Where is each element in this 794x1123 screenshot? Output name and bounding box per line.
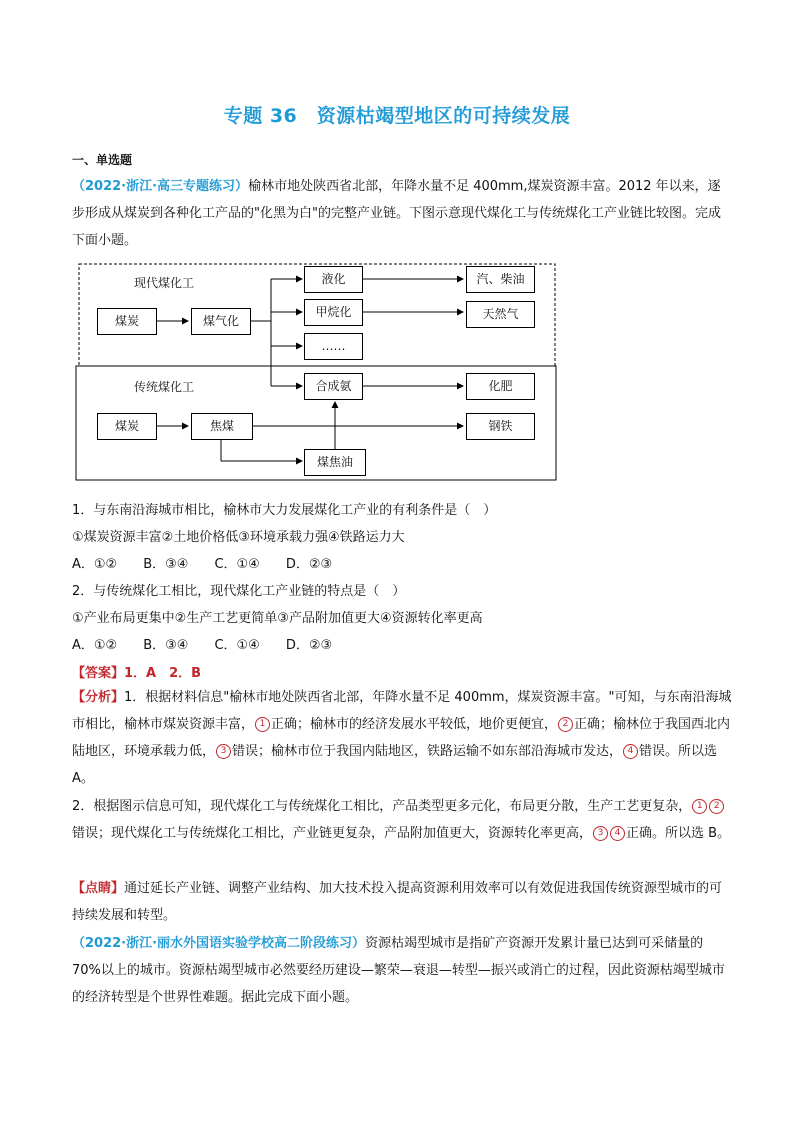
analysis-text: 正确。所以选 B。 [626, 826, 731, 841]
steel-box: 钢铁 [466, 413, 535, 440]
gasoline-box: 汽、柴油 [466, 266, 535, 293]
coke-box: 焦煤 [191, 413, 253, 440]
intro-paragraph-2 [72, 930, 732, 1011]
analysis-paragraph-2 [72, 793, 732, 847]
analysis-text: 1．根据材料信息"榆林市地处陕西省北部，年降水量不足 400mm，煤炭资源丰富。"可知，与东南沿海城市相比，榆林市煤炭资源丰富， [72, 690, 732, 732]
analysis-text: 错误；现代煤化工与传统煤化工相比，产业链更复杂，产品附加值更大，资源转化率更高， [72, 826, 593, 841]
circled-number: 2 [558, 717, 573, 732]
analysis-text: 错误。所以选 A。 [72, 744, 718, 786]
answer-text: 1．A 2．B [124, 666, 202, 681]
comment-text: 通过延长产业链、调整产业结构、加大技术投入提高资源利用效率可以有效促进我国传统资源型城市的可持续发展和转型。 [72, 881, 723, 923]
analysis-text: 正确；榆林市的经济发展水平较低，地价更便宜， [271, 717, 558, 732]
fertilizer-box: 化肥 [466, 373, 535, 400]
option-b: B．③④ [143, 638, 189, 653]
option-d: D．②③ [285, 638, 333, 653]
coal-modern-box: 煤炭 [97, 308, 157, 335]
option-d: D．②③ [285, 557, 333, 572]
source-tag: （2022·浙江·丽水外国语实验学校高二阶段练习） [72, 936, 366, 951]
source-tag: （2022·浙江·高三专题练习） [72, 179, 249, 194]
option-a: A．①② [72, 638, 118, 653]
option-b: B．③④ [143, 557, 189, 572]
traditional-label: 传统煤化工 [134, 380, 195, 394]
coal-chemical-chain-diagram [72, 262, 562, 484]
coal-tar-box: 煤焦油 [304, 449, 366, 476]
analysis-paragraph-1 [72, 684, 732, 792]
page-title: 专题 36 资源枯竭型地区的可持续发展 [223, 105, 571, 127]
intro-text: 榆林市地处陕西省北部，年降水量不足 400mm,煤炭资源丰富。2012 年以来，逐步形成从煤炭到各种化工产品的"化黑为白"的完整产业链。下图示意现代煤化工与传统煤化工产业链比较图。完成下面小题。 [72, 179, 721, 248]
question-2-options [72, 634, 358, 653]
answer-tag: 【答案】 [72, 666, 125, 681]
circled-number: 3 [593, 826, 608, 841]
intro-paragraph-1 [72, 173, 732, 254]
gasification-box: 煤气化 [191, 308, 251, 335]
circled-number: 4 [623, 744, 638, 759]
circled-number: 2 [709, 799, 724, 814]
comment-paragraph [72, 875, 732, 929]
option-a: A．①② [72, 557, 118, 572]
circled-number: 3 [216, 744, 231, 759]
option-c: C．①④ [214, 557, 260, 572]
question-1-stem: 1．与东南沿海城市相比，榆林市大力发展煤化工产业的有利条件是（ ） [72, 503, 497, 518]
coal-traditional-box: 煤炭 [97, 413, 157, 440]
circled-number: 1 [692, 799, 707, 814]
liquefaction-box: 液化 [304, 266, 363, 293]
ellipsis-box: …… [304, 333, 363, 360]
analysis-text: 错误；榆林市位于我国内陆地区，铁路运输不如东部沿海城市发达， [232, 744, 623, 759]
intro-text: 资源枯竭型城市是指矿产资源开发累计量已达到可采储量的 70%以上的城市。资源枯竭型城市必然要经历建设—繁荣—衰退—转型—振兴或消亡的过程，因此资源枯竭型城市的经济转型是个世界性难题。据此完成下面小题。 [72, 936, 725, 1005]
circled-number: 4 [610, 826, 625, 841]
ammonia-box: 合成氨 [304, 373, 363, 400]
question-1-choices: ①煤炭资源丰富②土地价格低③环境承载力强④铁路运力大 [72, 530, 405, 545]
question-1-options [72, 553, 358, 572]
modern-label: 现代煤化工 [134, 276, 195, 290]
methanation-box: 甲烷化 [304, 299, 363, 326]
natural-gas-box: 天然气 [466, 301, 535, 328]
question-2-choices: ①产业布局更集中②生产工艺更简单③产品附加值更大④资源转化率更高 [72, 611, 483, 626]
analysis-tag: 【分析】 [72, 690, 125, 705]
section-heading: 一、单选题 [72, 153, 133, 167]
answer-line [72, 662, 201, 681]
circled-number: 1 [255, 717, 270, 732]
analysis-text: 2．根据图示信息可知，现代煤化工与传统煤化工相比，产品类型更多元化，布局更分散，生产工艺更复杂， [72, 799, 692, 814]
analysis-text: 正确；榆林位于我国西北内陆地区，环境承载力低， [72, 717, 731, 759]
comment-tag: 【点睛】 [72, 881, 125, 896]
question-2-stem: 2．与传统煤化工相比，现代煤化工产业链的特点是（ ） [72, 584, 406, 599]
option-c: C．①④ [214, 638, 260, 653]
